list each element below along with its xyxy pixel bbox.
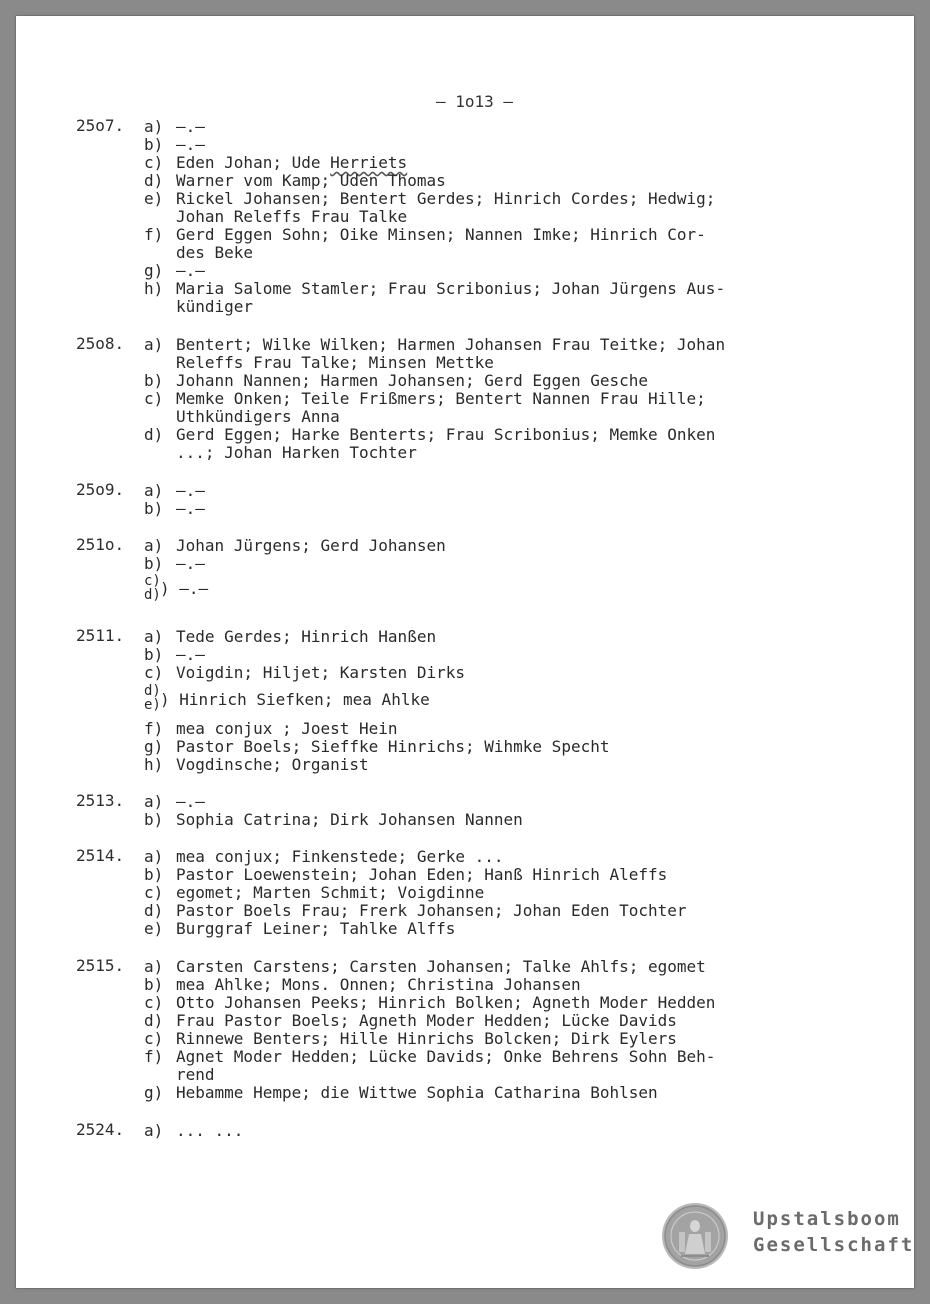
item-text: Johann Nannen; Harmen Johansen; Gerd Eggen Gesche	[176, 371, 649, 390]
underlined-name: Herriets	[330, 153, 408, 172]
item-text: Vogdinsche; Organist	[176, 755, 369, 774]
item-label: d)	[144, 425, 164, 444]
item-continuation: Uthkündigers Anna	[176, 407, 340, 426]
item-label: b)	[144, 865, 164, 884]
entry-number: 2511.	[76, 626, 125, 645]
item-label: c)	[144, 573, 161, 589]
logo-line-1: Upstalsboom	[753, 1208, 901, 1230]
item-label: a)	[144, 957, 164, 976]
entry-number: 2514.	[76, 846, 125, 865]
item-text: Sophia Catrina; Dirk Johansen Nannen	[176, 810, 523, 829]
item-label: b)	[144, 645, 164, 664]
item-label: c)	[144, 389, 164, 408]
item-label: c)	[144, 663, 164, 682]
item-label: a)	[144, 481, 164, 500]
item-text: Tede Gerdes; Hinrich Hanßen	[176, 627, 437, 646]
entry-number: 2513.	[76, 791, 125, 810]
entry-number: 25o8.	[76, 334, 125, 353]
item-label: f)	[144, 1047, 164, 1066]
item-label: a)	[144, 117, 164, 136]
item-label: b)	[144, 371, 164, 390]
item-label: e)	[144, 189, 164, 208]
item-label: c)	[144, 883, 164, 902]
item-text: –.–	[176, 792, 205, 811]
item-label: d)	[144, 1011, 164, 1030]
item-text: Warner vom Kamp; Uden Thomas	[176, 171, 446, 190]
item-label: b)	[144, 975, 164, 994]
item-text: ... ...	[176, 1121, 244, 1140]
item-continuation: kündiger	[176, 297, 254, 316]
item-label: g)	[144, 261, 164, 280]
entry-number: 2515.	[76, 956, 125, 975]
item-text: Gerd Eggen Sohn; Oike Minsen; Nannen Imke; Hinrich Cor-	[176, 225, 706, 244]
item-label: c)	[144, 153, 164, 172]
seal-icon	[661, 1202, 729, 1270]
item-text: Rinnewe Benters; Hille Hinrichs Bolcken; Dirk Eylers	[176, 1029, 677, 1048]
item-text: ) –.–	[160, 579, 209, 598]
item-label: a)	[144, 792, 164, 811]
item-text: mea Ahlke; Mons. Onnen; Christina Johansen	[176, 975, 581, 994]
item-text: Bentert; Wilke Wilken; Harmen Johansen Frau Teitke; Johan	[176, 335, 726, 354]
item-label: a)	[144, 536, 164, 555]
item-text: Memke Onken; Teile Frißmers; Bentert Nannen Frau Hille;	[176, 389, 706, 408]
item-label: f)	[144, 719, 164, 738]
item-label: b)	[144, 554, 164, 573]
item-label: c)	[144, 993, 164, 1012]
item-text: –.–	[176, 481, 205, 500]
item-text: –.–	[176, 554, 205, 573]
item-label: b)	[144, 499, 164, 518]
entry-number: 2524.	[76, 1120, 125, 1139]
item-text: Agnet Moder Hedden; Lücke Davids; Onke Behrens Sohn Beh-	[176, 1047, 716, 1066]
item-text: Frau Pastor Boels; Agneth Moder Hedden; Lücke Davids	[176, 1011, 677, 1030]
item-label: d)	[144, 587, 161, 603]
item-text: Maria Salome Stamler; Frau Scribonius; Johan Jürgens Aus-	[176, 279, 726, 298]
item-label: b)	[144, 810, 164, 829]
item-text: Johan Jürgens; Gerd Johansen	[176, 536, 446, 555]
entry-number: 25o7.	[76, 116, 125, 135]
entry-number: 25o9.	[76, 480, 125, 499]
item-label: e)	[144, 697, 161, 713]
item-continuation: ...; Johan Harken Tochter	[176, 443, 417, 462]
item-continuation: des Beke	[176, 243, 254, 262]
item-label: a)	[144, 335, 164, 354]
item-text: Rickel Johansen; Bentert Gerdes; Hinrich Cordes; Hedwig;	[176, 189, 716, 208]
item-label: d)	[144, 683, 161, 699]
item-text: Otto Johansen Peeks; Hinrich Bolken; Agneth Moder Hedden	[176, 993, 716, 1012]
item-text: mea conjux; Finkenstede; Gerke ...	[176, 847, 504, 866]
document-page	[16, 16, 914, 1288]
item-label: f)	[144, 225, 164, 244]
item-text: –.–	[176, 117, 205, 136]
item-label: e)	[144, 919, 164, 938]
page-number: – 1o13 –	[436, 92, 514, 111]
item-label: c)	[144, 1029, 164, 1048]
item-label: a)	[144, 1121, 164, 1140]
item-text: –.–	[176, 135, 205, 154]
item-label: a)	[144, 847, 164, 866]
item-text: Voigdin; Hiljet; Karsten Dirks	[176, 663, 465, 682]
item-text: Burggraf Leiner; Tahlke Alffs	[176, 919, 456, 938]
item-text: Gerd Eggen; Harke Benterts; Frau Scribonius; Memke Onken	[176, 425, 716, 444]
item-text: Pastor Boels; Sieffke Hinrichs; Wihmke Specht	[176, 737, 610, 756]
item-label: d)	[144, 901, 164, 920]
logo-line-2: Gesellschaft	[753, 1234, 915, 1256]
item-continuation: Releffs Frau Talke; Minsen Mettke	[176, 353, 494, 372]
item-text: Eden Johan; Ude	[176, 153, 331, 172]
item-continuation: rend	[176, 1065, 215, 1084]
item-text: Hebamme Hempe; die Wittwe Sophia Catharina Bohlsen	[176, 1083, 658, 1102]
item-label: d)	[144, 171, 164, 190]
item-text: mea conjux ; Joest Hein	[176, 719, 398, 738]
item-label: h)	[144, 279, 164, 298]
item-label: g)	[144, 737, 164, 756]
entry-number: 251o.	[76, 535, 125, 554]
item-text: Pastor Loewenstein; Johan Eden; Hanß Hinrich Aleffs	[176, 865, 668, 884]
item-text: egomet; Marten Schmit; Voigdinne	[176, 883, 485, 902]
upstalsboom-logo	[661, 1202, 915, 1282]
item-label: g)	[144, 1083, 164, 1102]
item-label: a)	[144, 627, 164, 646]
item-text: Pastor Boels Frau; Frerk Johansen; Johan Eden Tochter	[176, 901, 687, 920]
item-text: –.–	[176, 645, 205, 664]
item-label: b)	[144, 135, 164, 154]
item-text: –.–	[176, 499, 205, 518]
item-text: –.–	[176, 261, 205, 280]
item-continuation: Johan Releffs Frau Talke	[176, 207, 408, 226]
item-text: Carsten Carstens; Carsten Johansen; Talke Ahlfs; egomet	[176, 957, 706, 976]
item-label: h)	[144, 755, 164, 774]
item-text: ) Hinrich Siefken; mea Ahlke	[160, 690, 430, 709]
